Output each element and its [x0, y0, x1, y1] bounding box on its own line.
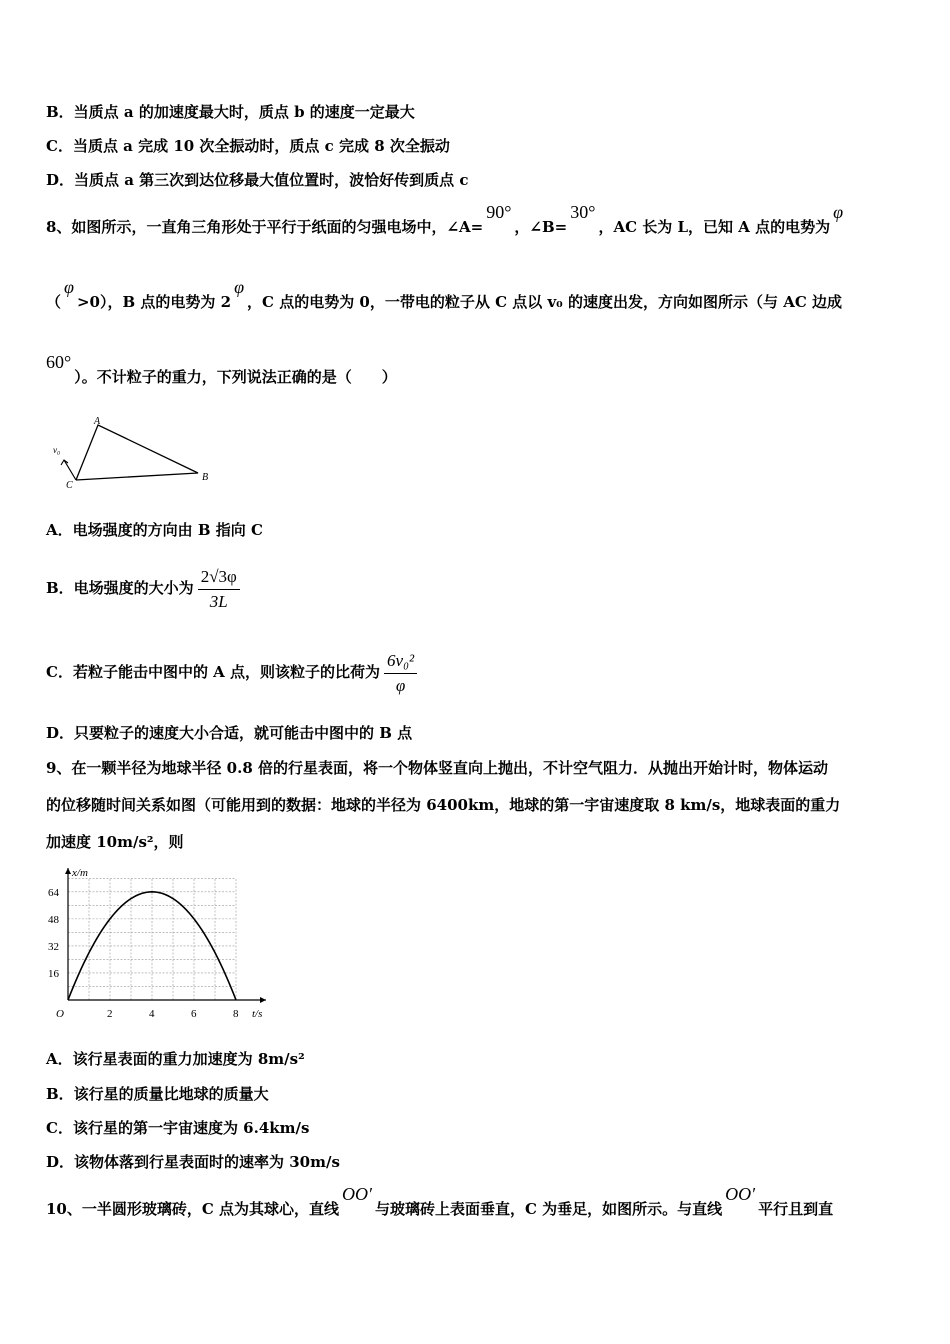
- q8-stem-line1: [46, 202, 846, 237]
- angle-b-value: 30°: [570, 202, 596, 222]
- q8-text-5: ）。不计粒子的重力，下列说法正确的是（ ）: [74, 368, 397, 386]
- y-tick-label: 48: [48, 913, 59, 926]
- charge-ratio-fraction: [384, 651, 417, 696]
- y-tick-label: 16: [48, 967, 59, 980]
- q10-text-2: 与玻璃砖上表面垂直，C 为垂足，如图所示。与直线: [374, 1200, 723, 1218]
- q10-stem-line1: [46, 1184, 834, 1219]
- q8-text-4b: >0），B 点的电势为 2: [76, 293, 232, 311]
- y-tick-label: 64: [48, 886, 59, 899]
- q8-option-a: A．电场强度的方向由 B 指向 C: [46, 521, 263, 539]
- y-axis-label: x/m: [72, 867, 88, 879]
- q8-option-c: [46, 642, 417, 702]
- q9-option-d: D．该物体落到行星表面时的速率为 30m/s: [46, 1153, 340, 1171]
- x-axis-arrow: [260, 997, 266, 1003]
- q9-option-a: A．该行星表面的重力加速度为 8m/s²: [46, 1050, 305, 1068]
- fraction-denominator: φ: [395, 675, 406, 695]
- q7-option-c: C．当质点 a 完成 10 次全振动时，质点 c 完成 8 次全振动: [46, 137, 450, 155]
- phi-symbol: φ: [833, 202, 844, 222]
- q8-text-2: ，∠B=: [514, 218, 568, 236]
- angle-60-value: 60°: [46, 352, 72, 372]
- q9-stem-line1: 9、在一颗半径为地球半径 0.8 倍的行星表面，将一个物体竖直向上抛出，不计空气阻力．从抛出开始计时，物体运动: [46, 759, 828, 777]
- velocity-arrow: [64, 460, 76, 480]
- q9-stem-line2: 的位移随时间关系如图（可能用到的数据：地球的半径为 6400km，地球的第一宇宙速度取 8 km/s，地球表面的重力: [46, 796, 841, 814]
- line-oo-label: OO′: [725, 1184, 756, 1204]
- label-a: A: [94, 416, 101, 427]
- x-axis-label: t/s: [252, 1008, 263, 1020]
- q10-text-3: 平行且到直: [758, 1200, 834, 1218]
- fraction-numerator: 2√3φ: [198, 567, 240, 590]
- x-tick-label: 4: [149, 1008, 155, 1020]
- q8-text-3: ，AC 长为 L，已知 A 点的电势为: [598, 218, 831, 236]
- q7-option-d: D．当质点 a 第三次到达位移最大值位置时，波恰好传到质点 c: [46, 171, 469, 189]
- line-oo-label: OO′: [342, 1184, 372, 1204]
- label-b: B: [202, 472, 209, 483]
- x-tick-label: 6: [191, 1008, 197, 1020]
- phi-symbol: φ: [234, 277, 245, 297]
- y-tick-label: 32: [48, 940, 59, 953]
- label-v0: v₀: [53, 445, 61, 455]
- q8-stem-line2: [46, 277, 842, 312]
- field-magnitude-fraction: [198, 567, 240, 612]
- q9-option-c: C．该行星的第一宇宙速度为 6.4km/s: [46, 1119, 310, 1137]
- displacement-time-chart: [44, 864, 276, 1024]
- phi-symbol: φ: [64, 277, 74, 297]
- fraction-denominator: 3L: [209, 591, 228, 611]
- q8-text-4a: （: [46, 293, 62, 311]
- q9-option-b: B．该行星的质量比地球的质量大: [46, 1085, 269, 1103]
- x-tick-label: 8: [233, 1008, 239, 1020]
- q10-text-1: 10、一半圆形玻璃砖，C 点为其球心，直线: [46, 1200, 340, 1218]
- q8-stem-line3: [46, 352, 397, 387]
- q8-option-d: D．只要粒子的速度大小合适，就可能击中图中的 B 点: [46, 724, 413, 742]
- y-axis-arrow: [65, 868, 71, 874]
- angle-a-value: 90°: [486, 202, 512, 222]
- q8-text-1: 8、如图所示，一直角三角形处于平行于纸面的匀强电场中，∠A=: [46, 218, 484, 236]
- x-tick-label: 2: [107, 1008, 113, 1020]
- chart-grid: [68, 878, 236, 1000]
- q7-option-b: B．当质点 a 的加速度最大时，质点 b 的速度一定最大: [46, 103, 415, 121]
- q8-text-4c: ，C 点的电势为 0，一带电的粒子从 C 点以 v₀ 的速度出发，方向如图所示（与 AC 边成: [247, 293, 842, 311]
- x-tick-label: O: [56, 1008, 64, 1020]
- q9-stem-line3: 加速度 10m/s²，则: [46, 833, 184, 851]
- label-c: C: [66, 480, 73, 491]
- q8-option-b-text: B．电场强度的大小为: [46, 579, 194, 597]
- q8-option-b: [46, 558, 240, 618]
- q8-option-c-text: C．若粒子能击中图中的 A 点，则该粒子的比荷为: [46, 663, 381, 681]
- triangle-abc: [76, 425, 198, 480]
- fraction-numerator: 6v₀²: [384, 651, 417, 674]
- triangle-figure: [48, 412, 218, 494]
